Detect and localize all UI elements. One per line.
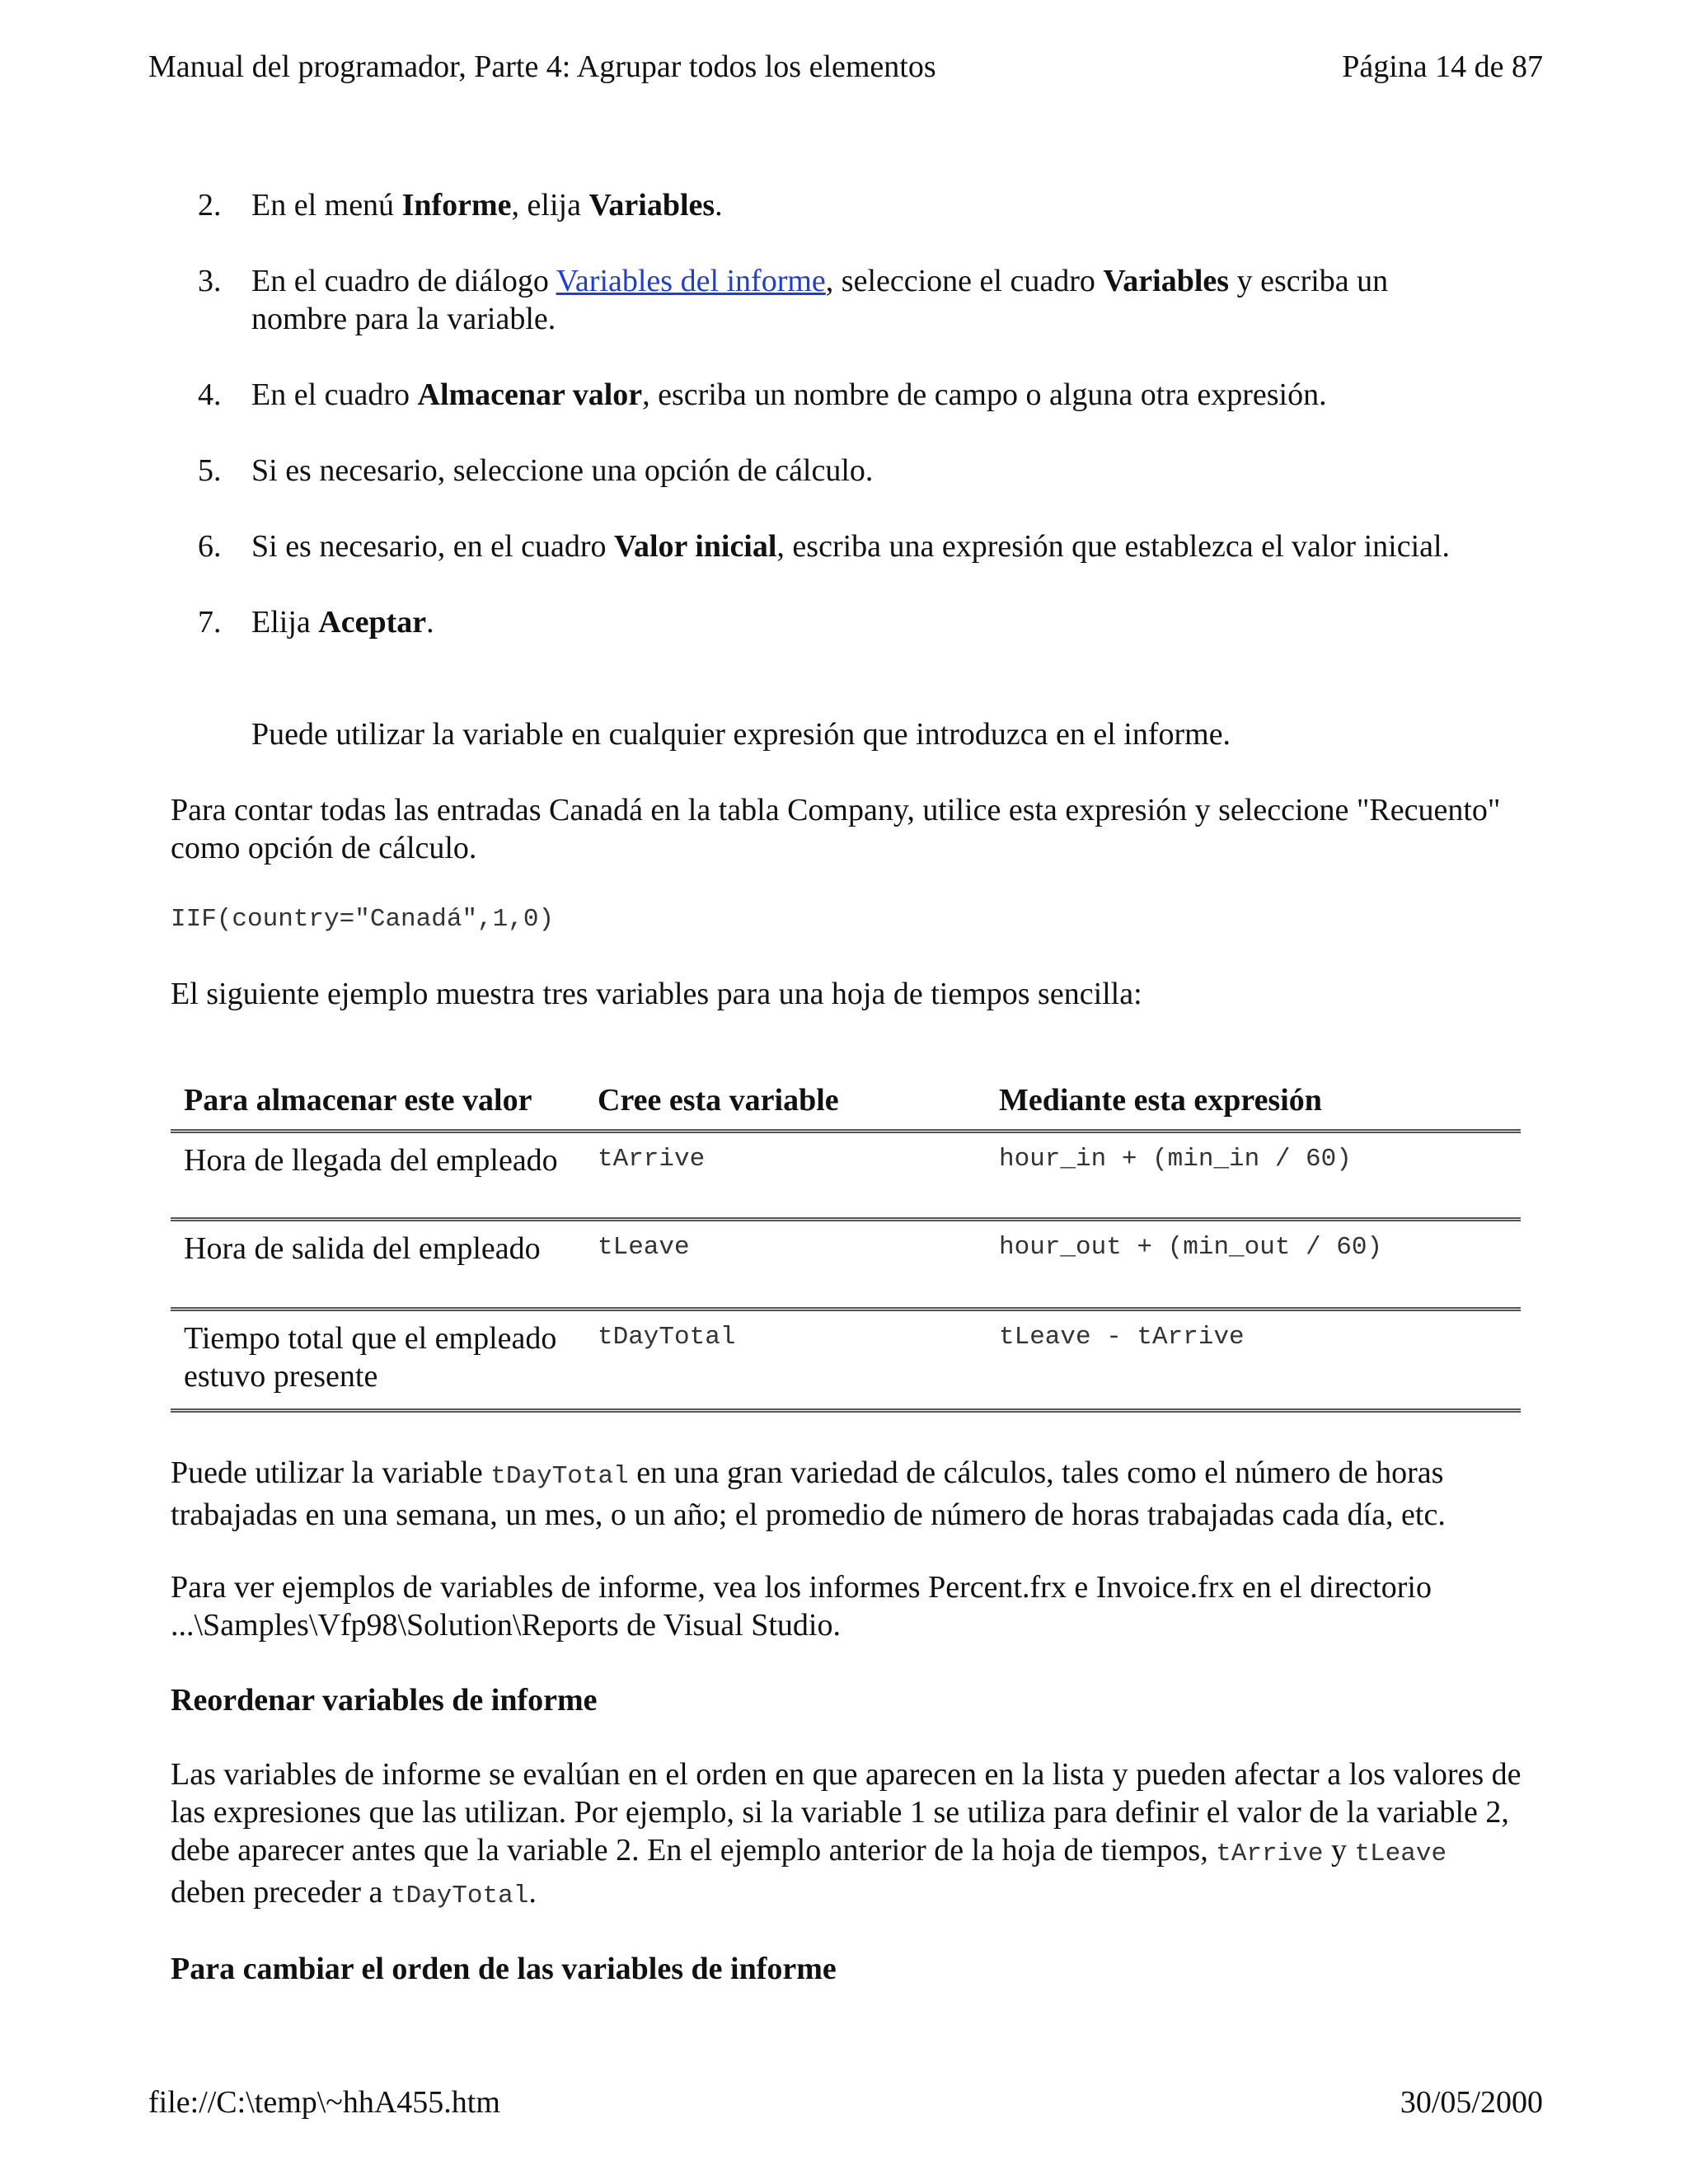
step-6: 6. Si es necesario, en el cuadro Valor inicial, escriba una expresión que establezca el valor inicial. (198, 529, 1451, 564)
paragraph-count: Para contar todas las entradas Canadá en la tabla Company, utilice esta expresión y seleccione "Recuento" como opción de cálculo. (171, 793, 1501, 865)
file-path: file://C:\temp\~hhA455.htm (148, 2085, 500, 2120)
column-header: Cree esta variable (584, 1068, 986, 1132)
section-heading-change-order: Para cambiar el orden de las variables de informe (171, 1952, 837, 1986)
table-cell: hour_in + (min_in / 60) (986, 1132, 1521, 1220)
paragraph-daytotal: Puede utilizar la variable tDayTotal en una gran variedad de cálculos, tales como el número de horas trabajadas en una semana, un mes, o un año; el promedio de número de horas trabajadas cada día, etc. (171, 1455, 1446, 1532)
step-2: 2. En el menú Informe, elija Variables. (198, 188, 723, 223)
table-header-row (171, 1068, 1521, 1132)
table-row (171, 1132, 1521, 1220)
table-cell: tLeave - tArrive (986, 1310, 1521, 1411)
page-header (148, 48, 1543, 87)
inline-code: tDayTotal (390, 1882, 529, 1910)
table-cell: tLeave (584, 1220, 986, 1310)
step-note: Puede utilizar la variable en cualquier expresión que introduzca en el informe. (251, 717, 1231, 752)
column-header: Para almacenar este valor (171, 1068, 584, 1132)
table-cell: tArrive (584, 1132, 986, 1220)
procedure-steps (198, 186, 1484, 679)
step-4: 4. En el cuadro Almacenar valor, escriba un nombre de campo o alguna otra expresión. (198, 377, 1327, 412)
table-cell: hour_out + (min_out / 60) (986, 1220, 1521, 1310)
table-cell: Tiempo total que el empleado estuvo presente (171, 1310, 584, 1411)
table-cell: Hora de llegada del empleado (171, 1132, 584, 1220)
document-title: Manual del programador, Parte 4: Agrupar todos los elementos (148, 49, 936, 84)
paragraph-samples: Para ver ejemplos de variables de informe, vea los informes Percent.frx e Invoice.frx en el directorio ...\Samples\Vfp98\Solution\Reports de Visual Studio. (171, 1570, 1432, 1643)
inline-code: tLeave (1354, 1840, 1447, 1868)
section-heading-reorder: Reordenar variables de informe (171, 1683, 598, 1718)
table-cell: Hora de salida del empleado (171, 1220, 584, 1310)
column-header: Mediante esta expresión (986, 1068, 1521, 1132)
timesheet-variables-table (171, 1068, 1521, 1413)
step-5: 5. Si es necesario, seleccione una opción de cálculo. (198, 453, 874, 488)
step-3: 3. En el cuadro de diálogo Variables del informe, seleccione el cuadro Variables y escriba un nombre para la variable. (198, 264, 1389, 336)
print-date: 30/05/2000 (1400, 2085, 1543, 2120)
inline-code: tArrive (1216, 1840, 1324, 1868)
table-row (171, 1220, 1521, 1310)
page-footer (148, 2083, 1543, 2123)
inline-code: tDayTotal (490, 1462, 629, 1491)
variables-dialog-link[interactable]: Variables del informe (556, 264, 826, 298)
paragraph-reorder: Las variables de informe se evalúan en el orden en que aparecen en la lista y pueden afectar a los valores de las expresiones que las utilizan. Por ejemplo, si la variable 1 se utiliza para definir el valor de la variable 2, debe aparecer antes que la variable 2. En el ejemplo anterior de la hoja de tiempos, tArrive y tLeave deben preceder a tDayTotal. (171, 1757, 1522, 1910)
paragraph-example: El siguiente ejemplo muestra tres variables para una hoja de tiempos sencilla: (171, 977, 1142, 1011)
table-row (171, 1310, 1521, 1411)
code-example: IIF(country="Canadá",1,0) (171, 905, 555, 934)
table-cell: tDayTotal (584, 1310, 986, 1411)
step-7: 7. Elija Aceptar. (198, 605, 434, 640)
page-number: Página 14 de 87 (1342, 49, 1543, 84)
